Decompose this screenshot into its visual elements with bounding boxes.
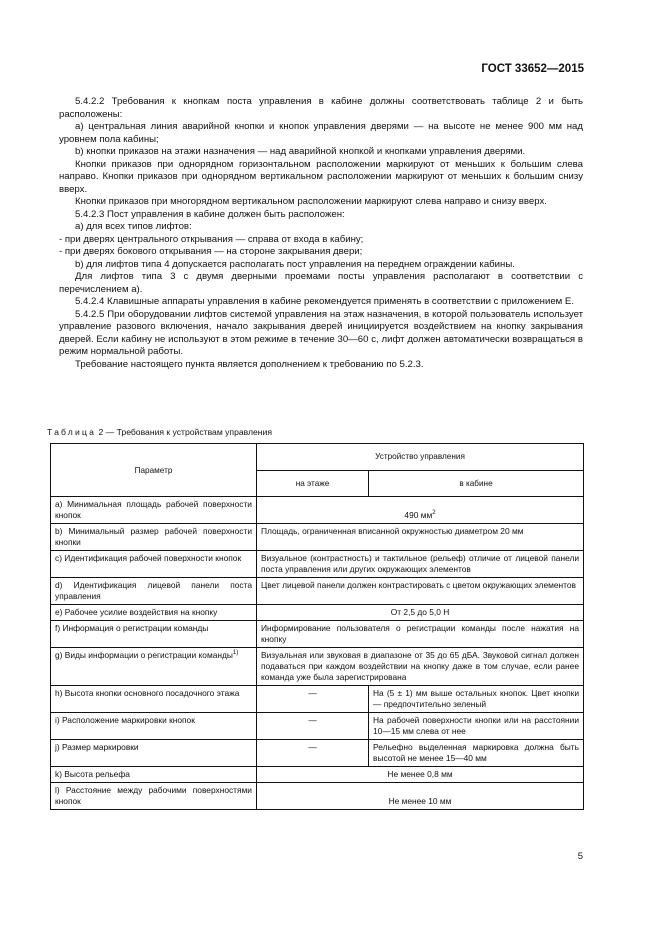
table-row xyxy=(51,524,584,551)
row-param: f) Информация о регистрации команды xyxy=(51,621,257,648)
row-cabin: На рабочей поверхности кнопки или на расстоянии 10—15 мм слева от нее xyxy=(369,713,584,740)
table-row xyxy=(51,551,584,578)
row-param: h) Высота кнопки основного посадочного этажа xyxy=(51,686,257,713)
row-value: Не менее 0,8 мм xyxy=(257,767,584,783)
row-param: c) Идентификация рабочей поверхности кнопок xyxy=(51,551,257,578)
paragraph: 5.4.2.5 При оборудовании лифтов системой управления на этаж назначения, в которой пользователь использует управление разового включения, начало закрывания дверей инициируется воздействием на кнопку закрывания дверей. Если кабину не используют в этом режиме в течение 30—60 с, лифт должен автоматически возвращаться в режим нормальной работы. xyxy=(59,308,583,357)
row-floor: — xyxy=(257,740,369,767)
row-floor: — xyxy=(257,686,369,713)
table-row xyxy=(51,686,584,713)
table-row xyxy=(51,740,584,767)
paragraph: Для лифтов типа 3 с двумя дверными проемами посты управления располагают в соответствии с перечислением a). xyxy=(59,271,583,295)
row-value: Площадь, ограниченная вписанной окружностью диаметром 20 мм xyxy=(257,524,584,551)
row-value: Информирование пользователя о регистрации команды после нажатия на кнопку xyxy=(257,621,584,648)
table-row xyxy=(51,783,584,810)
table-caption-text: 2 — Требования к устройствам управления xyxy=(98,427,273,437)
paragraph: a) для всех типов лифтов: xyxy=(75,221,192,232)
row-param: d) Идентификация лицевой панели поста управления xyxy=(51,578,257,605)
row-param: e) Рабочее усилие воздействия на кнопку xyxy=(51,605,257,621)
paragraph: b) для лифтов типа 4 допускается располагать пост управления на переднем ограждении кабины. xyxy=(75,258,515,270)
row-cabin: Рельефно выделенная маркировка должна быть высотой не менее 15—40 мм xyxy=(369,740,584,767)
table-row xyxy=(51,713,584,740)
row-value: От 2,5 до 5,0 Н xyxy=(257,605,584,621)
row-param: i) Расположение маркировки кнопок xyxy=(51,713,257,740)
row-value: Не менее 10 мм xyxy=(257,783,584,810)
row-value: Цвет лицевой панели должен контрастировать с цветом окружающих элементов xyxy=(257,578,584,605)
table-caption xyxy=(47,427,272,437)
row-param: k) Высота рельефа xyxy=(51,767,257,783)
row-param: b) Минимальный размер рабочей поверхности кнопки xyxy=(51,524,257,551)
table-row xyxy=(51,578,584,605)
paragraph: 5.4.2.2 Требования к кнопкам поста управления в кабине должны соответствовать таблице 2 и быть расположены: xyxy=(59,96,583,120)
paragraph: Требование настоящего пункта является дополнением к требованию по 5.2.3. xyxy=(75,358,424,370)
paragraph: 5.4.2.3 Пост управления в кабине должен быть расположен: xyxy=(75,208,345,220)
table-row xyxy=(51,497,584,524)
row-param: j) Размер маркировки xyxy=(51,740,257,767)
row-value: 490 $мм^2$ xyxy=(257,497,584,524)
page-number: 5 xyxy=(577,851,583,862)
paragraph: - при дверях центрального открывания — справа от входа в кабину; xyxy=(59,233,364,245)
row-param: g) Виды информации о регистрации команды$^{1)}$ xyxy=(51,648,257,686)
paragraph: b) кнопки приказов на этажи назначения — над аварийной кнопкой и кнопками управления дверями. xyxy=(75,146,526,157)
table-row xyxy=(51,648,584,686)
header-cabin: в кабине xyxy=(369,470,584,497)
row-floor: — xyxy=(257,713,369,740)
header-floor: на этаже xyxy=(257,470,369,497)
table-row xyxy=(51,605,584,621)
row-param: a) Минимальная площадь рабочей поверхности кнопок xyxy=(51,497,257,524)
row-value: Визуальное (контрастность) и тактильное (рельеф) отличие от лицевой панели поста управления или других окружающих элементов xyxy=(257,551,584,578)
table-caption-prefix: Таблица xyxy=(47,427,97,437)
paragraph: Кнопки приказов при однорядном горизонтальном расположении маркируют от меньших к большим слева направо. Кнопки приказов при однорядном вертикальном расположении маркируют от меньших к большим снизу вверх. xyxy=(59,158,583,195)
body-text xyxy=(59,96,583,371)
row-cabin: На (5 ± 1) мм выше остальных кнопок. Цвет кнопки — предпочтительно зеленый xyxy=(369,686,584,713)
requirements-table xyxy=(50,443,584,810)
paragraph: 5.4.2.4 Клавишные аппараты управления в кабине рекомендуется применять в соответствии с приложением Е. xyxy=(75,296,575,307)
table-row xyxy=(51,767,584,783)
header-device: Устройство управления xyxy=(257,444,584,471)
paragraph: - при дверях бокового открывания — на стороне закрывания двери; xyxy=(59,246,363,257)
header-param: Параметр xyxy=(51,444,257,497)
paragraph: Кнопки приказов при многорядном вертикальном расположении маркируют слева направо и снизу вверх. xyxy=(75,196,547,207)
table-row xyxy=(51,621,584,648)
standard-designation: ГОСТ 33652—2015 xyxy=(481,63,584,75)
paragraph: a) центральная линия аварийной кнопки и кнопок управления дверями — на высоте не менее 900 мм над уровнем пола кабины; xyxy=(59,121,583,145)
table-header-row xyxy=(51,444,584,471)
row-value: Визуальная или звуковая в диапазоне от 35 до 65 дБА. Звуковой сигнал должен подаваться при каждом воздействии на кнопку даже в том случае, если ранее команда уже была зарегистрирована xyxy=(257,648,584,686)
row-param: l) Расстояние между рабочими поверхностями кнопок xyxy=(51,783,257,810)
